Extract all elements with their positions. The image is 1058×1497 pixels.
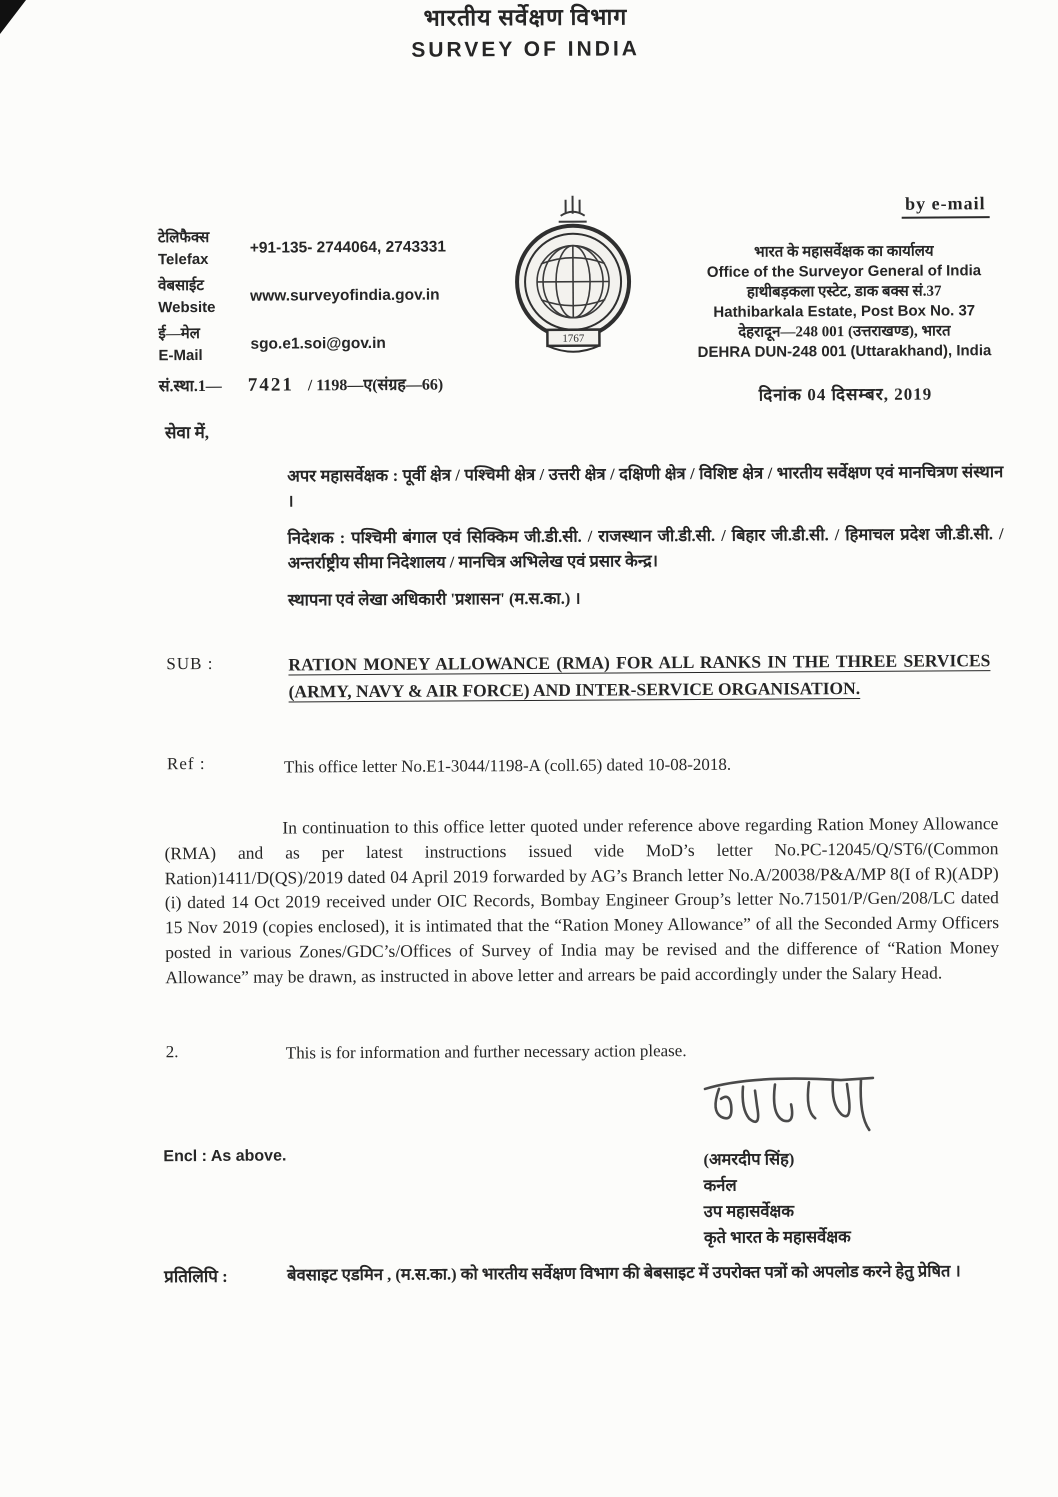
refno-suffix: / 1198—ए(संग्रह—66) xyxy=(307,376,444,395)
signatory-name: (अमरदीप सिंह) xyxy=(703,1149,795,1169)
emblem-year: 1767 xyxy=(562,332,585,345)
letterhead-title xyxy=(0,0,1055,65)
email-value: sgo.e1.soi@gov.in xyxy=(250,334,386,353)
signatory-on-behalf: कृते भारत के महासर्वेक्षक xyxy=(703,1227,851,1247)
signatory-rank: कर्नल xyxy=(703,1175,737,1195)
email-label-hindi: ई—मेल xyxy=(158,326,200,343)
telefax-row xyxy=(158,226,488,270)
email-label: E-Mail xyxy=(158,346,203,365)
office-address-block xyxy=(670,241,1019,363)
refno-prefix: सं.स्था.1— xyxy=(158,377,222,396)
ref-text: This office letter No.E1-3044/1198-A (coll.65) dated 10-08-2018. xyxy=(283,754,732,777)
refno-number: 7421 xyxy=(247,374,294,396)
letter-date: दिनांक 04 दिसम्बर, 2019 xyxy=(758,384,933,405)
signatory-designation: उप महासर्वेक्षक xyxy=(703,1201,795,1221)
office-line6-english: DEHRA DUN-248 001 (Uttarakhand), India xyxy=(697,342,992,361)
addressee-line: अपर महासर्वेक्षक : पूर्वी क्षेत्र / पश्चिमी क्षेत्र / उत्तरी क्षेत्र / दक्षिणी क्षेत्र / विशिष्ट क्षेत्र / भारतीय सर्वेक्षण एवं मानचित्रण संस्थान । xyxy=(287,462,1004,511)
office-line1-hindi: भारत के महासर्वेक्षक का कार्यालय xyxy=(754,243,934,261)
addressee-line: निदेशक : पश्चिमी बंगाल एवं सिक्किम जी.डी.सी. / राजस्थान जी.डी.सी. / बिहार जी.डी.सी. / हिमाचल प्रदेश जी.डी.सी. / अन्तर्राष्ट्रीय सीमा निदेशालय / मानचित्र अभिलेख एवं प्रसार केन्द्र। xyxy=(287,524,1004,573)
by-email-note: by e-mail xyxy=(901,193,990,219)
website-value: www.surveyofindia.gov.in xyxy=(250,286,440,305)
body-paragraph-2: This is for information and further necessary action please. xyxy=(285,1041,687,1063)
title-english: SURVEY OF INDIA xyxy=(411,37,641,62)
copy-label: प्रतिलिपि : xyxy=(164,1266,228,1287)
subject-text: RATION MONEY ALLOWANCE (RMA) FOR ALL RANKS IN THE THREE SERVICES (ARMY, NAVY & AIR FORCE) AND INTER-SERVICE ORGANISATION. xyxy=(288,650,991,702)
paragraph-2-number: 2. xyxy=(165,1042,179,1062)
ref-label: Ref : xyxy=(166,753,206,774)
office-line5-hindi: देहरादून—248 001 (उत्तराखण्ड), भारत xyxy=(738,323,951,341)
website-row xyxy=(158,274,488,318)
signature-block xyxy=(703,1146,851,1251)
website-label-hindi: वेबसाईट xyxy=(158,277,204,295)
reference-number-line xyxy=(159,373,444,398)
website-label: Website xyxy=(158,298,216,317)
salutation: सेवा में, xyxy=(164,422,210,443)
office-line2-english: Office of the Surveyor General of India xyxy=(706,262,982,281)
website-labels xyxy=(158,276,246,319)
copy-text: बेवसाइट एडमिन , (म.स.का.) को भारतीय सर्वेक्षण विभाग की बेबसाइट में उपरोक्त पत्रों को अपलोड करने हेतु प्रेषित । xyxy=(287,1261,961,1285)
office-line3-hindi: हाथीबड़कला एस्टेट, डाक बक्स सं.37 xyxy=(746,283,942,301)
title-hindi: भारतीय सर्वेक्षण विभाग xyxy=(423,4,628,31)
telefax-labels xyxy=(158,228,246,271)
subject-label: SUB : xyxy=(166,653,214,674)
handwritten-signature-icon xyxy=(691,1070,891,1145)
contact-block xyxy=(158,226,489,372)
telefax-value: +91-135- 2744064, 2743331 xyxy=(249,238,446,257)
enclosure-note: Encl : As above. xyxy=(163,1147,287,1166)
office-line4-english: Hathibarkala Estate, Post Box No. 37 xyxy=(713,302,976,321)
telefax-label-hindi: टेलिफैक्स xyxy=(157,229,210,247)
addressee-list xyxy=(287,459,1004,624)
survey-of-india-emblem-icon xyxy=(503,191,644,370)
email-labels xyxy=(158,324,246,367)
body-paragraph-1: In continuation to this office letter quoted under reference above regarding Ration Money Allowance (RMA) and as per latest instructions issued vide MoD’s letter No.PC-12045/Q/ST6/(Common Ration)1411/D(QS)/2019 dated 04 April 2019 forwarded by AG’s Branch letter No.A/20038/P&A/MP 8(I of R)(ADP)(i) dated 14 Oct 2019 received under OIC Records, Bombay Engineer Group’s letter No.71501/P/Gen/208/LC dated 15 Nov 2019 (copies enclosed), it is intimated that the “Ration Money Allowance” of all the Seconded Army Officers posted in various Zones/GDC’s/Offices of Survey of India may be revised and the difference of “Ration Money Allowance” may be drawn, as instructed in above letter and arrears be paid accordingly under the Salary Head. xyxy=(164,813,1000,988)
addressee-line: स्थापना एवं लेखा अधिकारी 'प्रशासन' (म.स.का.) । xyxy=(287,588,581,610)
telefax-label: Telefax xyxy=(157,250,209,269)
email-row xyxy=(158,322,488,366)
